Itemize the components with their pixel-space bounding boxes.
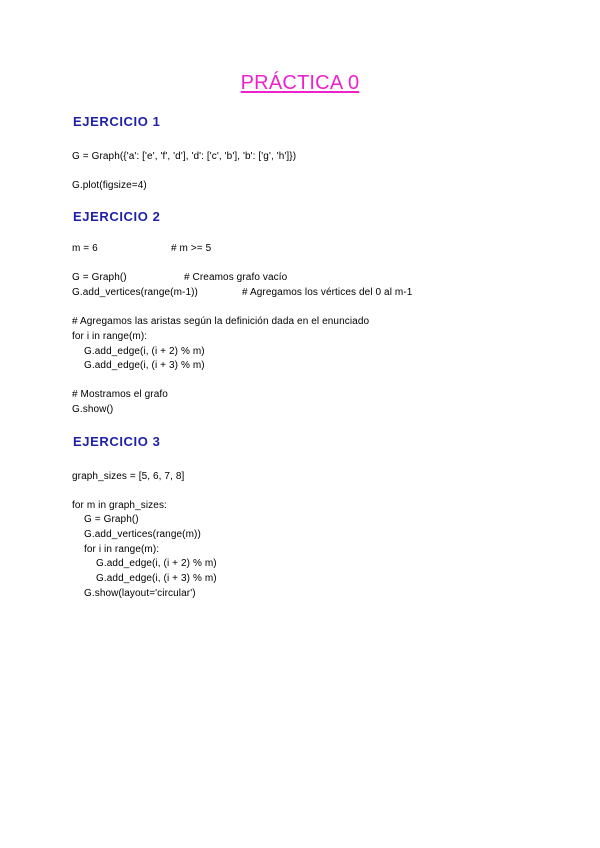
code-line: G.add_vertices(range(m-1)) bbox=[72, 287, 198, 298]
code-line: G.show() bbox=[72, 404, 114, 415]
code-line: G.show(layout='circular') bbox=[84, 588, 196, 599]
section-heading-ejercicio-1: EJERCICIO 1 bbox=[73, 114, 161, 129]
code-line: for m in graph_sizes: bbox=[72, 500, 167, 511]
code-line: for i in range(m): bbox=[72, 331, 148, 342]
code-line: G.add_edge(i, (i + 2) % m) bbox=[96, 558, 217, 569]
section-heading-ejercicio-2: EJERCICIO 2 bbox=[73, 209, 161, 224]
code-line: G = Graph({'a': ['e', 'f', 'd'], 'd': ['c', 'b'], 'b': ['g', 'h']}) bbox=[72, 151, 297, 162]
code-line: G.add_vertices(range(m)) bbox=[84, 529, 201, 540]
section-heading-ejercicio-3: EJERCICIO 3 bbox=[73, 434, 161, 449]
code-line: G.add_edge(i, (i + 3) % m) bbox=[84, 360, 205, 371]
code-comment: # Mostramos el grafo bbox=[72, 389, 168, 400]
code-line: G = Graph() bbox=[72, 272, 127, 283]
code-comment: # Creamos grafo vacío bbox=[184, 272, 288, 283]
code-comment: # Agregamos los vértices del 0 al m-1 bbox=[242, 287, 413, 298]
code-line: G.add_edge(i, (i + 2) % m) bbox=[84, 346, 205, 357]
code-line: G.add_edge(i, (i + 3) % m) bbox=[96, 573, 217, 584]
code-line: G.plot(figsize=4) bbox=[72, 180, 147, 191]
code-comment: # m >= 5 bbox=[171, 243, 212, 254]
document-title: PRÁCTICA 0 bbox=[240, 72, 360, 94]
code-line: G = Graph() bbox=[84, 514, 139, 525]
code-comment: # Agregamos las aristas según la definición dada en el enunciado bbox=[72, 316, 370, 327]
code-line: for i in range(m): bbox=[84, 544, 160, 555]
code-line: m = 6 bbox=[72, 243, 98, 254]
code-line: graph_sizes = [5, 6, 7, 8] bbox=[72, 471, 185, 482]
